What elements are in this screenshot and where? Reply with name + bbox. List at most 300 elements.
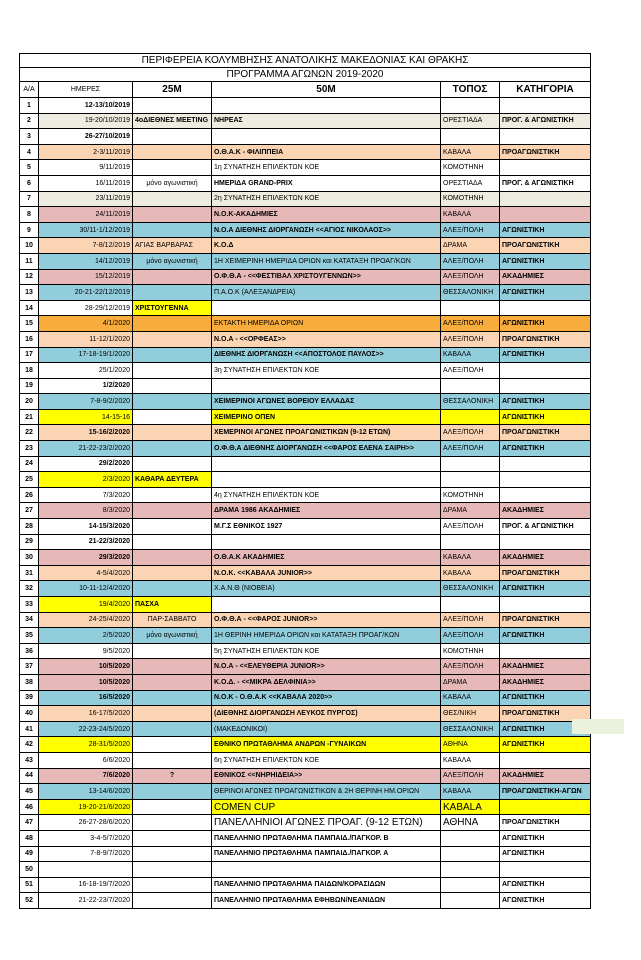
row-place: ΚΑΒΑΛΑ — [441, 752, 500, 768]
row-50m — [212, 472, 441, 488]
row-category: ΑΓΩΝΙΣΤΙΚΗ — [500, 409, 591, 425]
row-category: ΑΓΩΝΙΣΤΙΚΗ — [500, 316, 591, 332]
row-25m — [133, 737, 212, 753]
row-25m — [133, 191, 212, 207]
table-row — [20, 300, 591, 316]
row-category: ΑΓΩΝΙΣΤΙΚΗ — [500, 690, 591, 706]
row-category: ΠΡΟΑΓΩΝΙΣΤΙΚΗ — [500, 238, 591, 254]
row-50m: ΠΑΝΕΛΛΗΝΙΟ ΠΡΩΤΑΘΛΗΜΑ ΕΦΗΒΩΝ/ΝΕΑΝΙΔΩΝ — [212, 893, 441, 909]
header-place: ΤΟΠΟΣ — [441, 82, 500, 98]
row-dates: 30/11-1/12/2019 — [39, 222, 133, 238]
row-place — [441, 456, 500, 472]
row-number: 8 — [20, 207, 39, 223]
row-number: 23 — [20, 441, 39, 457]
row-25m: ΠΑΣΧΑ — [133, 597, 212, 613]
row-place: ΑΛΕΞ/ΠΟΛΗ — [441, 316, 500, 332]
row-50m: 4η ΣΥΝΑΤΗΣΗ ΕΠΙΛΕΚΤΩΝ ΚΟΕ — [212, 487, 441, 503]
row-dates: 16/5/2020 — [39, 690, 133, 706]
table-row — [20, 175, 591, 191]
row-50m: (ΜΑΚΕΔΟΝΙΚΟΙ) — [212, 721, 441, 737]
row-number: 2 — [20, 113, 39, 129]
row-25m — [133, 487, 212, 503]
row-place: ΑΛΕΞ/ΠΟΛΗ — [441, 659, 500, 675]
row-50m: Ν.Ο.Κ. <<ΚΑΒΑΛΑ JUNIOR>> — [212, 565, 441, 581]
row-25m — [133, 98, 212, 114]
row-dates: 20-21-22/12/2019 — [39, 285, 133, 301]
row-dates: 11-12/1/2020 — [39, 331, 133, 347]
row-dates: 14/12/2019 — [39, 253, 133, 269]
row-number: 11 — [20, 253, 39, 269]
row-place: ΘΕΣΣΑΛΟΝΙΚΗ — [441, 285, 500, 301]
row-dates: 7/3/2020 — [39, 487, 133, 503]
row-category: ΠΡΟΑΓΩΝΙΣΤΙΚΗ — [500, 565, 591, 581]
row-category — [500, 129, 591, 145]
row-number: 39 — [20, 690, 39, 706]
row-place: ΚΟΜΟΤΗΝΗ — [441, 160, 500, 176]
row-50m: ΠΑΝΕΛΛΗΝΙΟ ΠΡΩΤΑΘΛΗΜΑ ΠΑΜΠΑΙΔ./ΠΑΓΚΟΡ. Α — [212, 846, 441, 862]
row-category — [500, 597, 591, 613]
row-50m: Κ.Ο.Δ — [212, 238, 441, 254]
sheet-title: ΠΕΡΙΦΕΡΕΙΑ ΚΟΛΥΜΒΗΣΗΣ ΑΝΑΤΟΛΙΚΗΣ ΜΑΚΕΔΟΝΙΑΣ ΚΑΙ ΘΡΑΚΗΣ — [20, 54, 591, 68]
row-number: 51 — [20, 877, 39, 893]
row-50m: 1η ΣΥΝΑΤΗΣΗ ΕΠΙΛΕΚΤΩΝ ΚΟΕ — [212, 160, 441, 176]
table-row — [20, 503, 591, 519]
row-dates: 24-25/4/2020 — [39, 612, 133, 628]
row-place: ΑΛΕΞ/ΠΟΛΗ — [441, 253, 500, 269]
row-number: 13 — [20, 285, 39, 301]
row-place: ΑΛΕΞ/ΠΟΛΗ — [441, 441, 500, 457]
row-dates: 16-17/5/2020 — [39, 706, 133, 722]
row-category — [500, 752, 591, 768]
row-category: ΠΡΟΓ. & ΑΓΩΝΙΣΤΙΚΗ — [500, 519, 591, 535]
table-row — [20, 331, 591, 347]
row-place: ΟΡΕΣΤΙΑΔΑ — [441, 175, 500, 191]
row-dates: 10/5/2020 — [39, 674, 133, 690]
row-number: 48 — [20, 830, 39, 846]
row-place: ΘΕΣΣΑΛΟΝΙΚΗ — [441, 721, 500, 737]
row-dates: 8/3/2020 — [39, 503, 133, 519]
row-dates: 7-8-9/7/2020 — [39, 846, 133, 862]
row-25m — [133, 519, 212, 535]
row-dates: 23/11/2019 — [39, 191, 133, 207]
row-50m: Ο.Φ.Θ.Α - <<ΦΕΣΤΙΒΑΛ ΧΡΙΣΤΟΥΓΕΝΝΩΝ>> — [212, 269, 441, 285]
row-place: ΚΑΒΑΛΑ — [441, 690, 500, 706]
row-number: 16 — [20, 331, 39, 347]
row-category: ΑΓΩΝΙΣΤΙΚΗ — [500, 628, 591, 644]
row-place: ΑΛΕΞ/ΠΟΛΗ — [441, 363, 500, 379]
table-row — [20, 706, 591, 722]
row-dates: 21-22-23/7/2020 — [39, 893, 133, 909]
table-row — [20, 612, 591, 628]
row-25m — [133, 799, 212, 815]
row-dates: 7-8/12/2019 — [39, 238, 133, 254]
row-50m: ΕΚΤΑΚΤΗ ΗΜΕΡΙΔΑ ΟΡΙΩΝ — [212, 316, 441, 332]
row-dates: 9/5/2020 — [39, 643, 133, 659]
row-50m: 3η ΣΥΝΑΤΗΣΗ ΕΠΙΛΕΚΤΩΝ ΚΟΕ — [212, 363, 441, 379]
row-50m: ΧΕΙΜΕΡΙΝΟΙ ΑΓΩΝΕΣ ΒΟΡΕΙΟΥ ΕΛΛΑΔΑΣ — [212, 394, 441, 410]
row-category: ΑΓΩΝΙΣΤΙΚΗ — [500, 830, 591, 846]
row-place: ΑΘΗΝΑ — [441, 815, 500, 831]
row-25m: ΚΑΘΑΡΑ ΔΕΥΤΕΡΑ — [133, 472, 212, 488]
row-place — [441, 862, 500, 878]
row-place — [441, 893, 500, 909]
table-row — [20, 394, 591, 410]
row-25m — [133, 394, 212, 410]
row-25m — [133, 347, 212, 363]
row-category: ΑΓΩΝΙΣΤΙΚΗ — [500, 441, 591, 457]
row-category: ΑΚΑΔΗΜΙΕΣ — [500, 503, 591, 519]
row-place: ΚΑΒΑΛΑ — [441, 207, 500, 223]
row-category — [500, 300, 591, 316]
row-number: 20 — [20, 394, 39, 410]
row-25m — [133, 378, 212, 394]
row-dates: 28-31/5/2020 — [39, 737, 133, 753]
row-dates: 14-15/3/2020 — [39, 519, 133, 535]
row-number: 1 — [20, 98, 39, 114]
row-25m — [133, 830, 212, 846]
row-category: ΠΡΟΑΓΩΝΙΣΤΙΚΗ — [500, 612, 591, 628]
row-number: 5 — [20, 160, 39, 176]
table-row — [20, 581, 591, 597]
row-25m — [133, 129, 212, 145]
table-row — [20, 784, 591, 800]
row-place — [441, 129, 500, 145]
row-place — [441, 830, 500, 846]
table-row — [20, 737, 591, 753]
row-25m — [133, 441, 212, 457]
row-category: ΠΡΟΓ. & ΑΓΩΝΙΣΤΙΚΗ — [500, 175, 591, 191]
row-place — [441, 378, 500, 394]
row-category: ΑΚΑΔΗΜΙΕΣ — [500, 674, 591, 690]
table-row — [20, 113, 591, 129]
row-dates: 16-18-19/7/2020 — [39, 877, 133, 893]
row-50m: Ο.Θ.Α.Κ ΑΚΑΔΗΜΙΕΣ — [212, 550, 441, 566]
row-number: 31 — [20, 565, 39, 581]
table-row — [20, 830, 591, 846]
table-row — [20, 144, 591, 160]
row-number: 47 — [20, 815, 39, 831]
row-25m: ΑΓΙΑΣ ΒΑΡΒΑΡΑΣ — [133, 238, 212, 254]
table-row — [20, 659, 591, 675]
row-25m — [133, 706, 212, 722]
row-category: ΠΡΟΑΓΩΝΙΣΤΙΚΗ — [500, 331, 591, 347]
table-row — [20, 565, 591, 581]
row-dates: 21-22/3/2020 — [39, 534, 133, 550]
row-number: 38 — [20, 674, 39, 690]
row-50m: ΠΑΝΕΛΛΗΝΙΟ ΠΡΩΤΑΘΛΗΜΑ ΠΑΙΔΩΝ/ΚΟΡΑΣΙΔΩΝ — [212, 877, 441, 893]
row-number: 9 — [20, 222, 39, 238]
row-number: 26 — [20, 487, 39, 503]
table-row — [20, 207, 591, 223]
row-number: 25 — [20, 472, 39, 488]
row-category: ΑΓΩΝΙΣΤΙΚΗ — [500, 721, 591, 737]
header-aa: Α/Α — [20, 82, 39, 98]
table-row — [20, 456, 591, 472]
row-category: ΑΓΩΝΙΣΤΙΚΗ — [500, 737, 591, 753]
row-place — [441, 597, 500, 613]
row-dates: 17-18-19/1/2020 — [39, 347, 133, 363]
row-25m — [133, 144, 212, 160]
table-row — [20, 129, 591, 145]
row-category — [500, 534, 591, 550]
row-number: 40 — [20, 706, 39, 722]
row-25m — [133, 659, 212, 675]
row-dates: 4/1/2020 — [39, 316, 133, 332]
row-50m: 1Η ΘΕΡΙΝΗ ΗΜΕΡΙΔΑ ΟΡΙΩΝ και ΚΑΤΑΤΑΞΗ ΠΡΟΑΓ/ΚΩΝ — [212, 628, 441, 644]
row-number: 34 — [20, 612, 39, 628]
row-dates: 24/11/2019 — [39, 207, 133, 223]
row-25m: μόνο αγωνιστική — [133, 628, 212, 644]
row-25m — [133, 409, 212, 425]
row-number: 10 — [20, 238, 39, 254]
row-50m: ΧΕΙΜΕΡΙΝΟ ΟΠΕΝ — [212, 409, 441, 425]
row-place: ΔΡΑΜΑ — [441, 238, 500, 254]
row-50m: ΘΕΡΙΝΟΙ ΑΓΩΝΕΣ ΠΡΟΑΓΩΝΙΣΤΙΚΩΝ & 2Η ΘΕΡΙΝΗ ΗΜ.ΟΡΙΩΝ — [212, 784, 441, 800]
table-row — [20, 472, 591, 488]
row-50m: 5η ΣΥΝΑΤΗΣΗ ΕΠΙΛΕΚΤΩΝ ΚΟΕ — [212, 643, 441, 659]
row-25m — [133, 784, 212, 800]
row-dates: 10/5/2020 — [39, 659, 133, 675]
row-50m: ΠΑΝΕΛΛΗΝΙΟ ΠΡΩΤΑΘΛΗΜΑ ΠΑΜΠΑΙΔ./ΠΑΓΚΟΡ. Β — [212, 830, 441, 846]
row-dates: 25/1/2020 — [39, 363, 133, 379]
row-50m: (ΔΙΕΘΝΗΣ ΔΙΟΡΓΑΝΩΣΗ ΛΕΥΚΟΣ ΠΥΡΓΟΣ) — [212, 706, 441, 722]
side-shaded-cell — [572, 719, 624, 734]
row-50m: ΠΑΝΕΛΛΗΝΙΟΙ ΑΓΩΝΕΣ ΠΡΟΑΓ. (9-12 ΕΤΩΝ) — [212, 815, 441, 831]
row-number: 35 — [20, 628, 39, 644]
row-dates: 6/6/2020 — [39, 752, 133, 768]
row-category: ΠΡΟΑΓΩΝΙΣΤΙΚΗ-ΑΓΩΝ — [500, 784, 591, 800]
row-category: ΑΚΑΔΗΜΙΕΣ — [500, 768, 591, 784]
row-place — [441, 300, 500, 316]
row-place: ΚΑΒΑΛΑ — [441, 550, 500, 566]
row-dates: 14-15-16 — [39, 409, 133, 425]
row-50m: Κ.Ο.Δ. - <<ΜΙΚΡΑ ΔΕΛΦΙΝΙΑ>> — [212, 674, 441, 690]
table-row — [20, 316, 591, 332]
row-dates: 4-5/4/2020 — [39, 565, 133, 581]
row-category — [500, 98, 591, 114]
row-place: ΔΡΑΜΑ — [441, 674, 500, 690]
row-dates: 19-20/10/2019 — [39, 113, 133, 129]
row-number: 49 — [20, 846, 39, 862]
table-row — [20, 441, 591, 457]
row-place — [441, 846, 500, 862]
row-25m — [133, 674, 212, 690]
table-row — [20, 597, 591, 613]
row-dates: 2/3/2020 — [39, 472, 133, 488]
table-row — [20, 768, 591, 784]
table-row — [20, 752, 591, 768]
row-25m — [133, 690, 212, 706]
row-number: 41 — [20, 721, 39, 737]
row-25m — [133, 565, 212, 581]
table-row — [20, 550, 591, 566]
row-category — [500, 643, 591, 659]
row-dates: 22-23-24/5/2020 — [39, 721, 133, 737]
row-number: 7 — [20, 191, 39, 207]
row-50m: 2η ΣΥΝΑΤΗΣΗ ΕΠΙΛΕΚΤΩΝ ΚΟΕ — [212, 191, 441, 207]
row-25m — [133, 363, 212, 379]
table-row — [20, 222, 591, 238]
row-number: 4 — [20, 144, 39, 160]
row-number: 45 — [20, 784, 39, 800]
row-50m: ΕΘΝΙΚΟ ΠΡΩΤΑΘΛΗΜΑ ΑΝΔΡΩΝ -ΓΥΝΑΙΚΩΝ — [212, 737, 441, 753]
row-number: 17 — [20, 347, 39, 363]
row-category: ΑΓΩΝΙΣΤΙΚΗ — [500, 877, 591, 893]
row-number: 6 — [20, 175, 39, 191]
row-25m — [133, 316, 212, 332]
row-25m — [133, 425, 212, 441]
table-row — [20, 160, 591, 176]
row-dates: 16/11/2019 — [39, 175, 133, 191]
row-number: 18 — [20, 363, 39, 379]
table-row — [20, 519, 591, 535]
row-place: ΔΡΑΜΑ — [441, 503, 500, 519]
table-row — [20, 815, 591, 831]
row-dates: 3-4-5/7/2020 — [39, 830, 133, 846]
row-50m: 1Η ΧΕΙΜΕΡΙΝΗ ΗΜΕΡΙΔΑ ΟΡΙΩΝ και ΚΑΤΑΤΑΞΗ ΠΡΟΑΓ/ΚΩΝ — [212, 253, 441, 269]
row-50m: Ν.Ο.Κ-ΑΚΑΔΗΜΙΕΣ — [212, 207, 441, 223]
row-25m — [133, 846, 212, 862]
row-dates: 7/6/2020 — [39, 768, 133, 784]
header-50m: 50Μ — [212, 82, 441, 98]
row-category: ΑΓΩΝΙΣΤΙΚΗ — [500, 893, 591, 909]
row-category — [500, 456, 591, 472]
row-50m: ΕΘΝΙΚΟΣ <<ΝΗΡΗΙΔΕΙΑ>> — [212, 768, 441, 784]
row-number: 37 — [20, 659, 39, 675]
row-25m — [133, 456, 212, 472]
row-category — [500, 191, 591, 207]
row-category: ΑΚΑΔΗΜΙΕΣ — [500, 550, 591, 566]
row-25m — [133, 269, 212, 285]
table-row — [20, 285, 591, 301]
row-dates: 12-13/10/2019 — [39, 98, 133, 114]
row-place — [441, 409, 500, 425]
row-number: 46 — [20, 799, 39, 815]
row-number: 30 — [20, 550, 39, 566]
row-category: ΑΓΩΝΙΣΤΙΚΗ — [500, 347, 591, 363]
row-25m — [133, 862, 212, 878]
row-category: ΑΓΩΝΙΣΤΙΚΗ — [500, 394, 591, 410]
row-number: 12 — [20, 269, 39, 285]
row-place: ΑΛΕΞ/ΠΟΛΗ — [441, 269, 500, 285]
table-row — [20, 893, 591, 909]
header-row — [20, 82, 591, 98]
row-category — [500, 862, 591, 878]
row-number: 33 — [20, 597, 39, 613]
row-50m — [212, 456, 441, 472]
row-category — [500, 487, 591, 503]
row-50m: ΗΜΕΡΙΔΑ GRAND-PRIX — [212, 175, 441, 191]
row-50m: ΧΕΜΕΡΙΝΟΙ ΑΓΩΝΕΣ ΠΡΟΑΓΩΝΙΣΤΙΚΩΝ (9-12 ΕΤΩΝ) — [212, 425, 441, 441]
row-25m — [133, 893, 212, 909]
table-row — [20, 690, 591, 706]
row-50m — [212, 597, 441, 613]
row-category: ΑΓΩΝΙΣΤΙΚΗ — [500, 846, 591, 862]
row-place: KABALA — [441, 799, 500, 815]
row-dates: 28-29/12/2019 — [39, 300, 133, 316]
row-place: ΑΛΕΞ/ΠΟΛΗ — [441, 331, 500, 347]
row-number: 44 — [20, 768, 39, 784]
row-25m — [133, 207, 212, 223]
row-50m: Ν.Ο.Α ΔΙΕΘΝΗΣ ΔΙΟΡΓΑΝΩΣΗ <<ΑΓΙΟΣ ΝΙΚΟΛΑΟΣ>> — [212, 222, 441, 238]
row-25m — [133, 331, 212, 347]
row-place: ΘΕΣΣΑΛΟΝΙΚΗ — [441, 581, 500, 597]
row-50m — [212, 129, 441, 145]
row-category: ΑΓΩΝΙΣΤΙΚΗ — [500, 581, 591, 597]
row-dates: 15-16/2/2020 — [39, 425, 133, 441]
row-dates: 29/2/2020 — [39, 456, 133, 472]
row-place: ΑΛΕΞ/ΠΟΛΗ — [441, 519, 500, 535]
row-category: ΑΓΩΝΙΣΤΙΚΗ — [500, 285, 591, 301]
table-row — [20, 269, 591, 285]
row-50m: ΔΙΕΘΝΗΣ ΔΙΟΡΓΑΝΩΣΗ <<ΑΠΟΣΤΟΛΟΣ ΠΑΥΛΟΣ>> — [212, 347, 441, 363]
row-dates: 2/5/2020 — [39, 628, 133, 644]
row-number: 28 — [20, 519, 39, 535]
sheet-subtitle: ΠΡΟΓΡΑΜΜΑ ΑΓΩΝΩΝ 2019-2020 — [20, 68, 591, 82]
row-category — [500, 378, 591, 394]
row-25m: μόνο αγωνιστική — [133, 175, 212, 191]
row-dates: 19-20-21/6/2020 — [39, 799, 133, 815]
row-number: 22 — [20, 425, 39, 441]
row-place: ΚΟΜΟΤΗΝΗ — [441, 487, 500, 503]
row-category: ΑΓΩΝΙΣΤΙΚΗ — [500, 222, 591, 238]
row-place: ΟΡΕΣΤΙΑΔΑ — [441, 113, 500, 129]
row-number: 36 — [20, 643, 39, 659]
row-place: ΑΛΕΞ/ΠΟΛΗ — [441, 612, 500, 628]
row-50m — [212, 862, 441, 878]
row-number: 24 — [20, 456, 39, 472]
row-place: ΚΑΒΑΛΑ — [441, 144, 500, 160]
row-dates: 15/12/2019 — [39, 269, 133, 285]
row-place: ΚΑΒΑΛΑ — [441, 347, 500, 363]
row-25m — [133, 222, 212, 238]
table-row — [20, 674, 591, 690]
row-dates: 29/3/2020 — [39, 550, 133, 566]
row-50m: ΔΡΑΜΑ 1986 ΑΚΑΔΗΜΙΕΣ — [212, 503, 441, 519]
table-row — [20, 347, 591, 363]
row-50m: Ο.Φ.Θ.Α ΔΙΕΘΝΗΣ ΔΙΟΡΓΑΝΩΣΗ <<ΦΑΡΟΣ ΕΛΕΝΑ ΣΑΙΡΗ>> — [212, 441, 441, 457]
row-place — [441, 98, 500, 114]
table-row — [20, 378, 591, 394]
row-25m — [133, 815, 212, 831]
schedule-table — [19, 53, 591, 909]
row-place: ΑΛΕΞ/ΠΟΛΗ — [441, 628, 500, 644]
row-number: 27 — [20, 503, 39, 519]
row-category: ΑΓΩΝΙΣΤΙΚΗ — [500, 253, 591, 269]
row-50m — [212, 534, 441, 550]
row-place: ΑΘΗΝΑ — [441, 737, 500, 753]
row-25m — [133, 503, 212, 519]
row-category — [500, 472, 591, 488]
header-25m: 25Μ — [133, 82, 212, 98]
row-50m — [212, 300, 441, 316]
table-row — [20, 799, 591, 815]
row-place: ΚΑΒΑΛΑ — [441, 784, 500, 800]
row-place — [441, 472, 500, 488]
table-row — [20, 628, 591, 644]
row-number: 32 — [20, 581, 39, 597]
table-row — [20, 487, 591, 503]
row-place: ΘΕΣΣΑΛΟΝΙΚΗ — [441, 394, 500, 410]
row-category: ΠΡΟΑΓΩΝΙΣΤΙΚΗ — [500, 144, 591, 160]
row-category: ΠΡΟΑΓΩΝΙΣΤΙΚΗ — [500, 706, 591, 722]
row-50m: COMEN CUP — [212, 799, 441, 815]
table-row — [20, 238, 591, 254]
row-category — [500, 160, 591, 176]
row-place: ΘΕΣ/ΝΙΚΗ — [441, 706, 500, 722]
row-category: ΑΚΑΔΗΜΙΕΣ — [500, 269, 591, 285]
row-dates: 2-3/11/2019 — [39, 144, 133, 160]
